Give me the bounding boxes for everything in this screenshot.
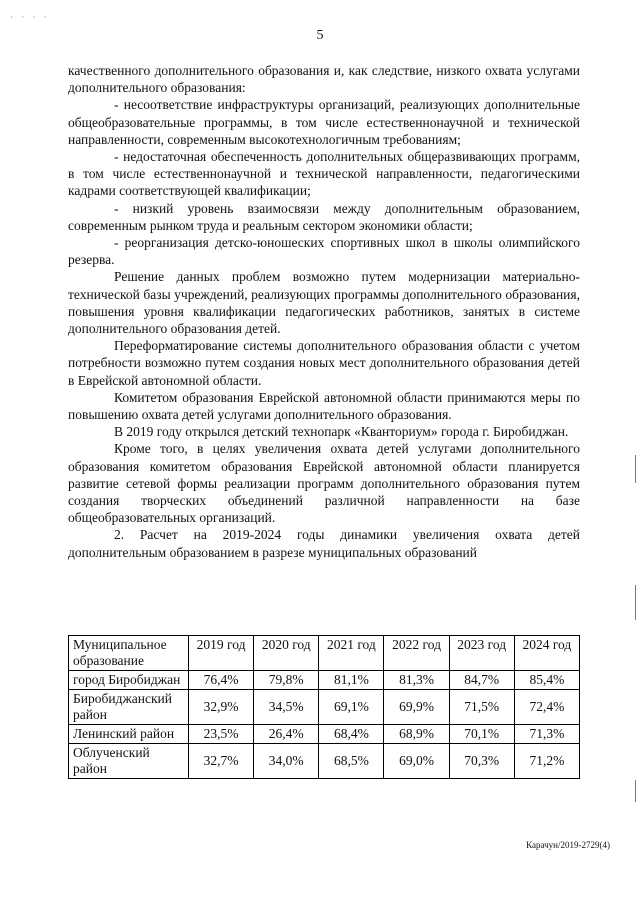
scan-artifact	[635, 585, 636, 620]
table-cell: 23,5%	[189, 725, 254, 744]
bullet-paragraph: - низкий уровень взаимосвязи между дополнительным образованием, современным рынком труда и реальным сектором экономики области;	[68, 200, 580, 233]
paragraph: Решение данных проблем возможно путем модернизации материально-технической базы учреждений, реализующих программы дополнительного образования, повышения уровня квалификации педагогических работников, занятых в системе дополнительного образования детей.	[68, 269, 580, 337]
page-number: 5	[316, 28, 324, 43]
table-cell: Биробиджанский район	[69, 690, 189, 725]
paragraph: Комитетом образования Еврейской автономной области принимаются меры по повышению охвата детей услугами дополнительного образования.	[68, 389, 580, 423]
table-cell: 71,2%	[514, 744, 579, 779]
table-header-row	[69, 636, 580, 671]
scan-artifact	[635, 455, 636, 483]
table-cell: 32,9%	[189, 690, 254, 725]
table-cell: 68,9%	[384, 725, 449, 744]
table-cell: 81,1%	[319, 671, 384, 690]
table-row	[69, 690, 580, 725]
table-header-cell: 2023 год	[449, 636, 514, 671]
table-header-cell: 2019 год	[189, 636, 254, 671]
table-header-cell: 2022 год	[384, 636, 449, 671]
bullet-paragraph: - реорганизация детско-юношеских спортивных школ в школы олимпийского резерва.	[68, 235, 580, 268]
table-cell: 69,0%	[384, 744, 449, 779]
table-cell: 70,3%	[449, 744, 514, 779]
coverage-table	[68, 635, 580, 779]
table-cell: 70,1%	[449, 725, 514, 744]
paragraph: качественного дополнительного образования и, как следствие, низкого охвата услугами дополнительного образования:	[68, 63, 580, 96]
paragraph: Кроме того, в целях увеличения охвата детей услугами дополнительного образования комитетом образования Еврейской автономной области планируется развитие сетевой формы реализации программ дополнительного образования путем создания творческих объединений различной направленности на базе общеобразовательных организаций.	[68, 441, 580, 526]
table-header-cell: 2020 год	[254, 636, 319, 671]
table-cell: 76,4%	[189, 671, 254, 690]
table-cell: 85,4%	[514, 671, 579, 690]
table-cell: 26,4%	[254, 725, 319, 744]
table-cell: Облученский район	[69, 744, 189, 779]
table-row	[69, 725, 580, 744]
bullet-paragraph: - недостаточная обеспеченность дополнительных общеразвивающих программ, в том числе естественнонаучной и технической направленности, педагогическими кадрами соответствующей квалификации;	[68, 149, 580, 199]
table-cell: 79,8%	[254, 671, 319, 690]
scan-artifact	[635, 780, 636, 802]
table-header-cell: Муниципальное образование	[69, 636, 189, 671]
table-row	[69, 671, 580, 690]
table-cell: город Биробиджан	[69, 671, 189, 690]
table-cell: 68,5%	[319, 744, 384, 779]
table-cell: 72,4%	[514, 690, 579, 725]
bullet-paragraph: - несоответствие инфраструктуры организаций, реализующих дополнительные общеобразовательные программы, в том числе естественнонаучной и технической направленности, современным высокотехнологичным требованиям;	[68, 97, 580, 147]
table-cell: 84,7%	[449, 671, 514, 690]
table-cell: 71,5%	[449, 690, 514, 725]
table-cell: 69,1%	[319, 690, 384, 725]
paragraph: Переформатирование системы дополнительного образования области с учетом потребности возможно путем создания новых мест дополнительного образования детей в Еврейской автономной области.	[68, 338, 580, 388]
table-cell: 32,7%	[189, 744, 254, 779]
table-cell: 34,0%	[254, 744, 319, 779]
document-body	[68, 62, 580, 561]
table-cell: Ленинский район	[69, 725, 189, 744]
section-heading: 2. Расчет на 2019-2024 годы динамики увеличения охвата детей дополнительным образованием в разрезе муниципальных образований	[68, 527, 580, 560]
scan-mark: · · · ·	[10, 12, 50, 22]
table-header-cell: 2021 год	[319, 636, 384, 671]
table-cell: 68,4%	[319, 725, 384, 744]
table-header-cell: 2024 год	[514, 636, 579, 671]
table-cell: 71,3%	[514, 725, 579, 744]
paragraph: В 2019 году открылся детский технопарк «Кванториум» города г. Биробиджан.	[114, 424, 569, 440]
table-cell: 69,9%	[384, 690, 449, 725]
table-cell: 81,3%	[384, 671, 449, 690]
table-row	[69, 744, 580, 779]
table-cell: 34,5%	[254, 690, 319, 725]
document-code: Карачун/2019-2729(4)	[526, 840, 610, 850]
